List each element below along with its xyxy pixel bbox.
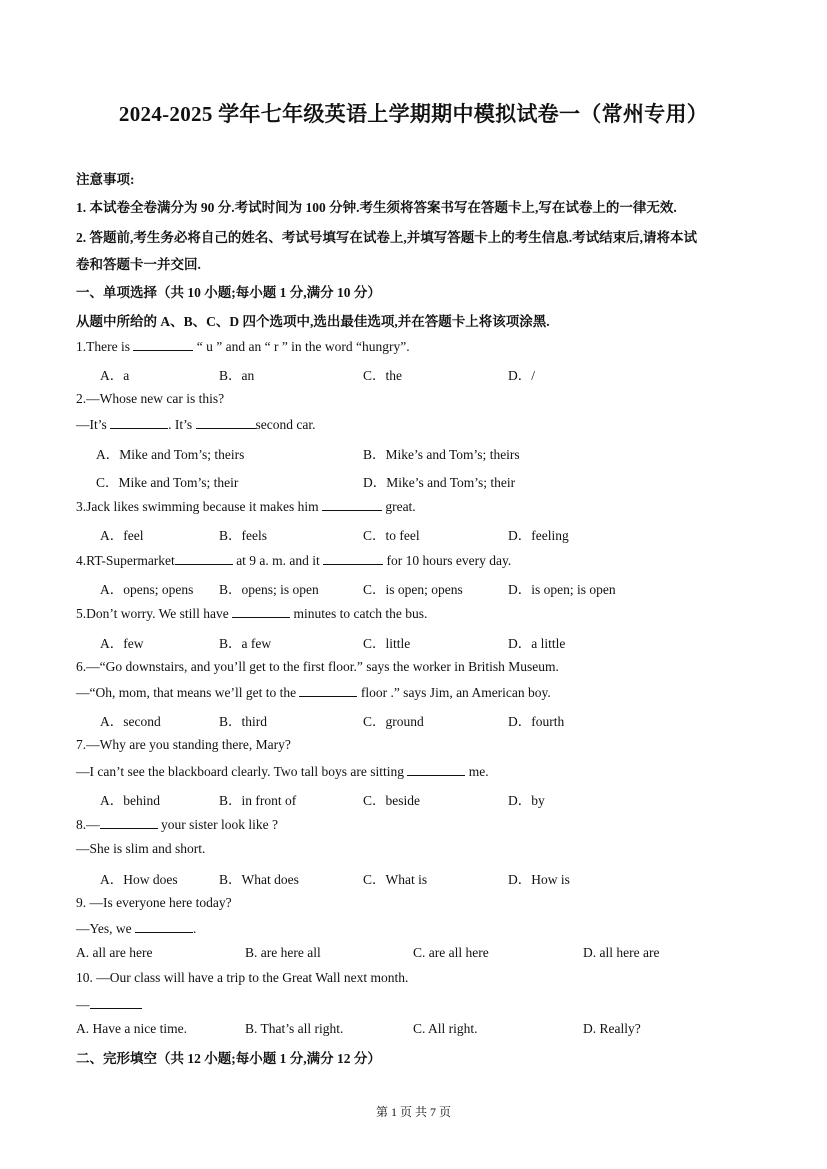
q9-text-b: . <box>193 921 197 936</box>
q7-option-d: D．by <box>508 793 545 808</box>
question-1 <box>76 338 410 355</box>
q4-text-a: 4.RT-Supermarket <box>76 553 175 568</box>
q5-text-a: 5.Don’t worry. We still have <box>76 606 229 621</box>
q2-text-c: second car. <box>255 417 316 432</box>
q7-text-a: —I can’t see the blackboard clearly. Two tall boys are sitting <box>76 764 404 779</box>
q5-option-d: D．a little <box>508 636 566 651</box>
answer-blank <box>196 416 256 429</box>
q4-option-b: B．opens; is open <box>219 582 319 597</box>
q3-option-d: D．feeling <box>508 528 569 543</box>
q2-text-b: . It’s <box>168 417 193 432</box>
q4-text-c: for 10 hours every day. <box>386 553 512 568</box>
q2-option-b: B．Mike’s and Tom’s; theirs <box>363 447 520 462</box>
q10-text-a: — <box>76 997 90 1012</box>
question-8 <box>76 816 278 833</box>
q9-option-c: C. are all here <box>413 945 489 960</box>
answer-blank <box>299 684 357 697</box>
section2-heading: 二、完形填空（共 12 小题;每小题 1 分,满分 12 分） <box>76 1051 381 1066</box>
answer-blank <box>232 605 290 618</box>
q1-option-b: B．an <box>219 368 255 383</box>
q6-text-a: —“Oh, mom, that means we’ll get to the <box>76 685 297 700</box>
answer-blank <box>133 338 193 351</box>
answer-blank <box>90 996 142 1009</box>
answer-blank <box>322 498 382 511</box>
q8-option-a: A．How does <box>100 872 178 887</box>
section1-heading: 一、单项选择（共 10 小题;每小题 1 分,满分 10 分） <box>76 285 381 300</box>
question-6: 6.—“Go downstairs, and you’ll get to the first floor.” says the worker in British Museum. <box>76 659 559 674</box>
q2-option-c: C．Mike and Tom’s; their <box>96 475 239 490</box>
q8-option-b: B．What does <box>219 872 299 887</box>
notice-item-2: 2. 答题前,考生务必将自己的姓名、考试号填写在试卷上,并填写答题卡上的考生信息.考试结束后,请将本试 <box>76 230 697 245</box>
answer-blank <box>110 416 168 429</box>
answer-blank <box>135 920 193 933</box>
notice-item-2-cont: 卷和答题卡一并交回. <box>76 257 201 272</box>
question-7: 7.—Why are you standing there, Mary? <box>76 737 291 752</box>
notice-item-1: 1. 本试卷全卷满分为 90 分.考试时间为 100 分钟.考生须将答案书写在答题卡上,写在试卷上的一律无效. <box>76 200 677 215</box>
q1-text-a: 1.There is <box>76 339 130 354</box>
question-10: 10. —Our class will have a trip to the Great Wall next month. <box>76 970 409 985</box>
q6-option-a: A．second <box>100 714 161 729</box>
q8-option-c: C．What is <box>363 872 428 887</box>
q5-text-b: minutes to catch the bus. <box>293 606 428 621</box>
q4-option-a: A．opens; opens <box>100 582 194 597</box>
q3-text-b: great. <box>385 499 416 514</box>
section1-instruction: 从题中所给的 A、B、C、D 四个选项中,选出最佳选项,并在答题卡上将该项涂黑. <box>76 314 550 329</box>
q1-text-b: “ u ” and an “ r ” in the word “hungry”. <box>196 339 410 354</box>
q10-option-d: D. Really? <box>583 1021 641 1036</box>
question-10-line2 <box>76 996 142 1013</box>
q10-option-c: C. All right. <box>413 1021 478 1036</box>
answer-blank <box>323 552 383 565</box>
q5-option-a: A．few <box>100 636 144 651</box>
q5-option-b: B．a few <box>219 636 272 651</box>
answer-blank <box>407 763 465 776</box>
question-7-line2 <box>76 763 489 780</box>
question-2: 2.—Whose new car is this? <box>76 391 225 406</box>
question-4 <box>76 552 511 569</box>
answer-blank <box>175 552 233 565</box>
q2-text-a: —It’s <box>76 417 107 432</box>
q4-option-d: D．is open; is open <box>508 582 616 597</box>
q9-option-a: A. all are here <box>76 945 153 960</box>
page-title: 2024-2025 学年七年级英语上学期期中模拟试卷一（常州专用） <box>118 102 709 126</box>
q7-option-a: A．behind <box>100 793 160 808</box>
question-2-line2 <box>76 416 316 433</box>
q3-option-b: B．feels <box>219 528 267 543</box>
q8-text-b: your sister look like ? <box>161 817 278 832</box>
q1-option-c: C．the <box>363 368 402 383</box>
q1-option-a: A．a <box>100 368 130 383</box>
q5-option-c: C．little <box>363 636 411 651</box>
question-6-line2 <box>76 684 551 701</box>
question-5 <box>76 605 427 622</box>
answer-blank <box>100 816 158 829</box>
q7-text-b: me. <box>468 764 489 779</box>
q6-option-c: C．ground <box>363 714 424 729</box>
notice-heading: 注意事项: <box>76 172 135 187</box>
q4-text-b: at 9 a. m. and it <box>236 553 320 568</box>
question-3 <box>76 498 416 515</box>
q6-text-b: floor .” says Jim, an American boy. <box>360 685 551 700</box>
q7-option-b: B．in front of <box>219 793 297 808</box>
q3-text-a: 3.Jack likes swimming because it makes him <box>76 499 319 514</box>
q6-option-b: B．third <box>219 714 268 729</box>
question-9-line2 <box>76 920 196 937</box>
q10-option-a: A. Have a nice time. <box>76 1021 187 1036</box>
q3-option-c: C．to feel <box>363 528 420 543</box>
question-9: 9. —Is everyone here today? <box>76 895 232 910</box>
q8-text-a: 8.— <box>76 817 100 832</box>
q1-option-d: D．/ <box>508 368 535 383</box>
q8-option-d: D．How is <box>508 872 570 887</box>
q9-option-b: B. are here all <box>245 945 321 960</box>
q10-option-b: B. That’s all right. <box>245 1021 344 1036</box>
q3-option-a: A．feel <box>100 528 144 543</box>
q9-option-d: D. all here are <box>583 945 660 960</box>
page-footer: 第 1 页 共 7 页 <box>375 1105 451 1119</box>
q2-option-a: A．Mike and Tom’s; theirs <box>96 447 245 462</box>
q9-text-a: —Yes, we <box>76 921 132 936</box>
q7-option-c: C．beside <box>363 793 420 808</box>
q2-option-d: D．Mike’s and Tom’s; their <box>363 475 516 490</box>
q6-option-d: D．fourth <box>508 714 565 729</box>
q4-option-c: C．is open; opens <box>363 582 463 597</box>
question-8-line2: —She is slim and short. <box>76 841 206 856</box>
